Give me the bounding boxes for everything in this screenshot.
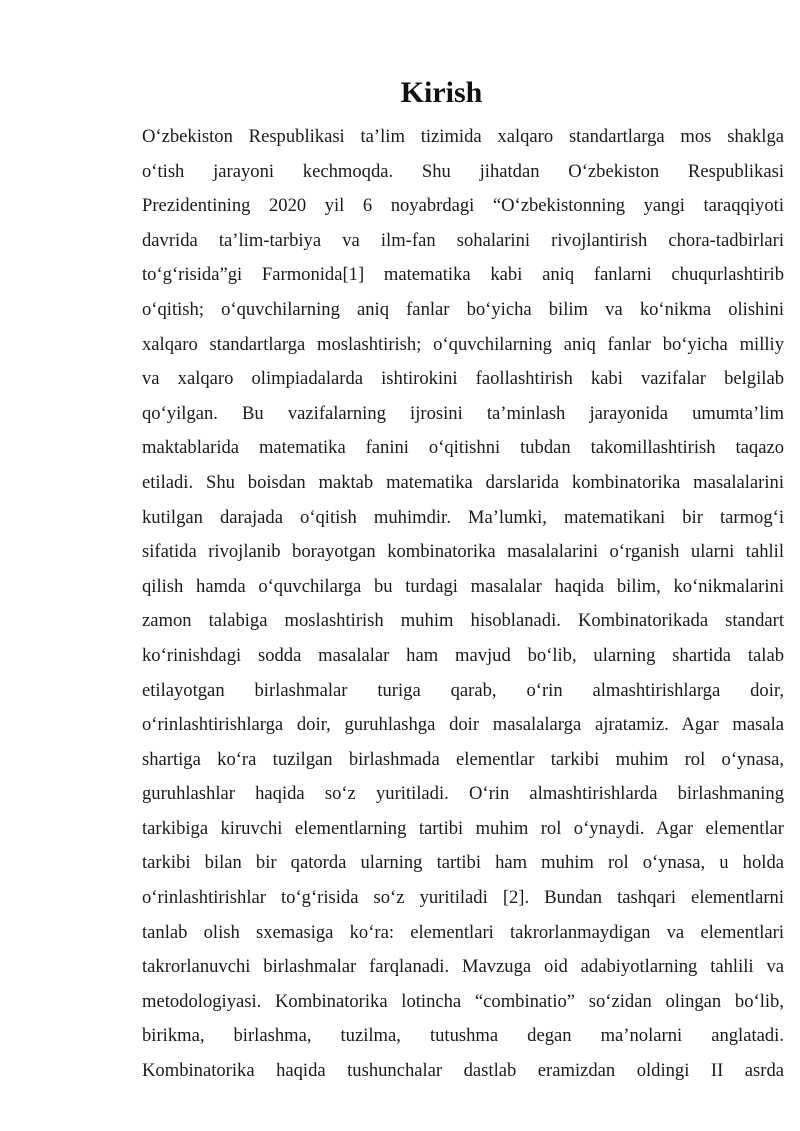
paragraph-line: zamon talabiga moslashtirish muhim hisoblanadi. Kombinatorikada standart [142, 610, 784, 632]
paragraph-line: takrorlanuvchi birlashmalar farqlanadi. Mavzuga oid adabiyotlarning tahlili va [142, 956, 784, 978]
paragraph-line: o‘qitish; o‘quvchilarning aniq fanlar bo‘yicha bilim va ko‘nikma olishini [142, 298, 784, 320]
paragraph-line: tarkibi bilan bir qatorda ularning tartibi ham muhim rol o‘ynasa, u holda [142, 852, 784, 874]
paragraph-line: O‘zbekiston Respublikasi ta’lim tizimida xalqaro standartlarga mos shaklga [142, 126, 784, 147]
paragraph-line: kutilgan darajada o‘qitish muhimdir. Ma’lumki, matematikani bir tarmog‘i [142, 506, 784, 528]
paragraph-line: maktablarida matematika fanini o‘qitishni tubdan takomillashtirish taqazo [142, 437, 784, 459]
paragraph-line: o‘rinlashtirishlarga doir, guruhlashga doir masalalarga ajratamiz. Agar masala [142, 714, 784, 736]
paragraph-line: Prezidentining 2020 yil 6 noyabrdagi “O‘zbekistonning yangi taraqqiyoti [142, 195, 784, 217]
paragraph-line: shartiga ko‘ra tuzilgan birlashmada elementlar tarkibi muhim rol o‘ynasa, [142, 748, 784, 770]
paragraph-line: qo‘yilgan. Bu vazifalarning ijrosini ta’minlash jarayonida umumta’lim [142, 402, 784, 424]
paragraph-line: va xalqaro olimpiadalarda ishtirokini faollashtirish kabi vazifalar belgilab [142, 368, 784, 390]
paragraph-line: davrida ta’lim-tarbiya va ilm-fan sohalarini rivojlantirish chora-tadbirlari [142, 229, 784, 251]
paragraph-line: Kombinatorika haqida tushunchalar dastlab eramizdan oldingi II asrda [142, 1060, 784, 1082]
paragraph-line: etilayotgan birlashmalar turiga qarab, o‘rin almashtirishlarga doir, [142, 679, 784, 701]
paragraph-line: sifatida rivojlanib borayotgan kombinatorika masalalarini o‘rganish ularni tahlil [142, 541, 784, 563]
paragraph-line: xalqaro standartlarga moslashtirish; o‘quvchilarning aniq fanlar bo‘yicha milliy [142, 333, 784, 355]
paragraph-line: qilish hamda o‘quvchilarga bu turdagi masalalar haqida bilim, ko‘nikmalarini [142, 575, 784, 597]
paragraph-line: guruhlashlar haqida so‘z yuritiladi. O‘rin almashtirishlarda birlashmaning [142, 783, 784, 805]
paragraph-line: metodologiyasi. Kombinatorika lotincha “combinatio” so‘zidan olingan bo‘lib, [142, 990, 784, 1012]
paragraph-line: etiladi. Shu boisdan maktab matematika darslarida kombinatorika masalalarini [142, 471, 784, 493]
paragraph-line: to‘g‘risida”gi Farmonida[1] matematika kabi aniq fanlarni chuqurlashtirib [142, 264, 784, 286]
paragraph-line: ko‘rinishdagi sodda masalalar ham mavjud bo‘lib, ularning shartida talab [142, 644, 784, 666]
body-paragraph [142, 120, 784, 1089]
paragraph-line: birikma, birlashma, tuzilma, tutushma degan ma’nolarni anglatadi. [142, 1025, 784, 1047]
paragraph-line: tanlab olish sxemasiga ko‘ra: elementlari takrorlanmaydigan va elementlari [142, 921, 784, 943]
paragraph-line: o‘tish jarayoni kechmoqda. Shu jihatdan O‘zbekiston Respublikasi [142, 160, 784, 182]
paragraph-line: o‘rinlashtirishlar to‘g‘risida so‘z yuritiladi [2]. Bundan tashqari elementlarni [142, 887, 784, 909]
paragraph-line: tarkibiga kiruvchi elementlarning tartibi muhim rol o‘ynaydi. Agar elementlar [142, 817, 784, 839]
page-title: Kirish [400, 76, 483, 109]
